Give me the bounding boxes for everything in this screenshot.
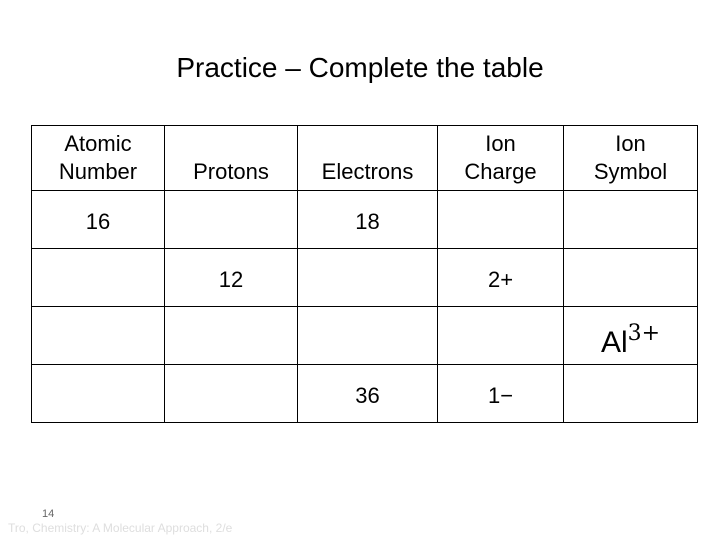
header-electrons-label: Electrons <box>321 159 414 184</box>
cell-ion-charge <box>438 249 564 307</box>
header-ion-charge <box>438 126 564 191</box>
cell-protons <box>165 191 298 249</box>
cell-atomic-number <box>32 365 165 423</box>
header-atomic-number-line2: Number <box>58 159 138 184</box>
cell-ion-charge <box>438 191 564 249</box>
header-atomic-number-line1: Atomic <box>64 131 132 156</box>
header-ion-charge-line1: Ion <box>485 131 516 156</box>
cell-ion-symbol <box>564 307 698 365</box>
header-protons-label: Protons <box>193 159 269 184</box>
cell-value: 18 <box>355 209 380 234</box>
cell-ion-charge <box>438 307 564 365</box>
header-atomic-number <box>32 126 165 191</box>
cell-atomic-number <box>32 249 165 307</box>
ion-symbol-element: Al <box>600 325 628 359</box>
cell-ion-symbol <box>564 249 698 307</box>
table-row <box>32 249 698 307</box>
header-electrons <box>298 126 438 191</box>
cell-protons <box>165 365 298 423</box>
ion-symbol <box>600 320 661 359</box>
slide-title: Practice – Complete the table <box>176 52 544 83</box>
table-row <box>32 307 698 365</box>
cell-electrons <box>298 365 438 423</box>
header-ion-symbol-line2: Symbol <box>593 159 668 184</box>
table-row <box>32 191 698 249</box>
cell-atomic-number <box>32 307 165 365</box>
cell-ion-symbol <box>564 191 698 249</box>
footer-credit: Tro, Chemistry: A Molecular Approach, 2/e <box>8 521 233 535</box>
cell-atomic-number <box>32 191 165 249</box>
cell-value: 2+ <box>487 267 514 292</box>
cell-ion-symbol <box>564 365 698 423</box>
cell-value: 1− <box>487 383 514 408</box>
cell-protons <box>165 307 298 365</box>
cell-value: 12 <box>218 267 244 292</box>
page-number: 14 <box>42 508 55 520</box>
header-protons <box>165 126 298 191</box>
header-ion-charge-line2: Charge <box>464 159 537 184</box>
cell-electrons <box>298 191 438 249</box>
cell-value: 16 <box>85 209 111 234</box>
cell-ion-charge <box>438 365 564 423</box>
ion-symbol-charge: 3+ <box>627 320 661 346</box>
cell-protons <box>165 249 298 307</box>
table-header-row <box>32 126 698 191</box>
cell-value: 36 <box>355 383 380 408</box>
practice-table <box>31 125 698 423</box>
table-row <box>32 365 698 423</box>
header-ion-symbol-line1: Ion <box>615 131 646 156</box>
cell-electrons <box>298 249 438 307</box>
header-ion-symbol <box>564 126 698 191</box>
cell-electrons <box>298 307 438 365</box>
